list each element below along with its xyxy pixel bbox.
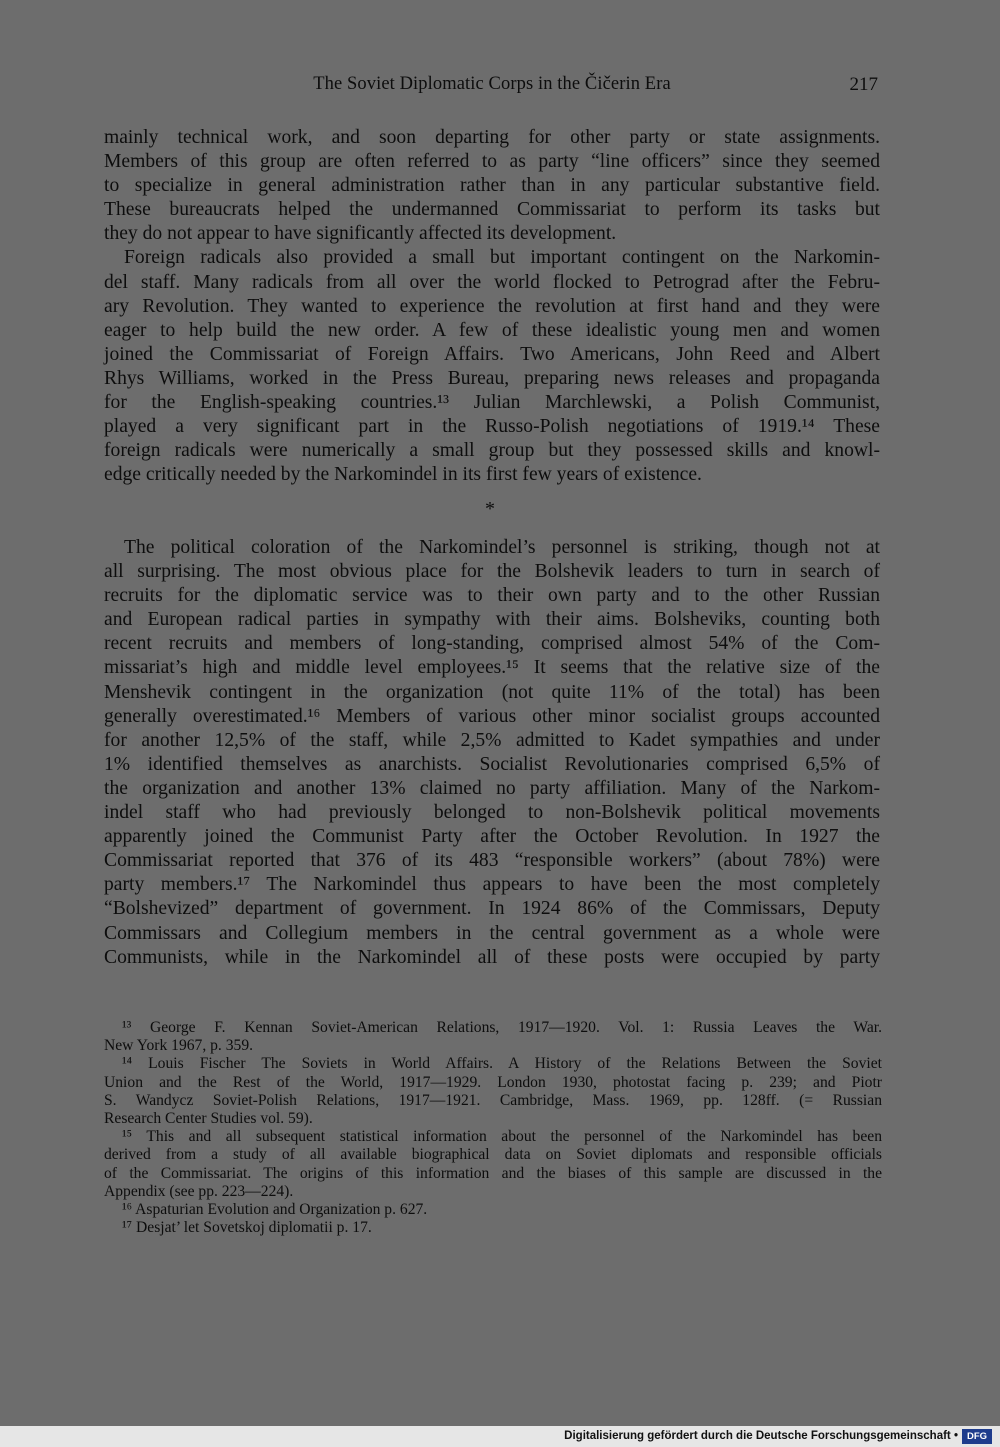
section-separator: *: [485, 498, 495, 520]
text-line: recent recruits and members of long-standing, comprised almost 54% of the Com-: [104, 633, 880, 655]
text-line: ary Revolution. They wanted to experience the revolution at first hand and they were: [104, 295, 880, 317]
text-line: eager to help build the new order. A few of these idealistic young men and women: [104, 319, 880, 341]
footnote-line: Appendix (see pp. 223—224).: [104, 1182, 294, 1200]
text-line: and European radical parties in sympathy with their aims. Bolsheviks, counting both: [104, 609, 880, 631]
text-line: they do not appear to have significantly affected its development.: [104, 223, 617, 245]
text-line: for another 12,5% of the staff, while 2,5% admitted to Kadet sympathies and under: [104, 729, 880, 751]
footnote-line: Research Center Studies vol. 59).: [104, 1109, 313, 1127]
funding-note: Digitalisierung gefördert durch die Deutsche Forschungsgemeinschaft •: [564, 1430, 958, 1442]
text-line: edge critically needed by the Narkomindel in its first few years of existence.: [104, 464, 702, 486]
footnote-line: S. Wandycz Soviet-Polish Relations, 1917—1921. Cambridge, Mass. 1969, pp. 128ff. (= Russian: [104, 1091, 882, 1109]
footnote-line: Union and the Rest of the World, 1917—1929. London 1930, photostat facing p. 239; and Piotr: [104, 1073, 882, 1091]
text-line: These bureaucrats helped the undermanned Commissariat to perform its tasks but: [104, 199, 880, 221]
text-line: joined the Commissariat of Foreign Affairs. Two Americans, John Reed and Albert: [104, 343, 880, 365]
text-line: Commissariat reported that 376 of its 483 “responsible workers” (about 78%) were: [104, 850, 880, 872]
footnote-line: ¹⁶ Aspaturian Evolution and Organization p. 627.: [122, 1200, 428, 1218]
running-title: The Soviet Diplomatic Corps in the Čičerin Era: [313, 74, 671, 94]
text-line: apparently joined the Communist Party after the October Revolution. In 1927 the: [104, 826, 880, 848]
text-line: indel staff who had previously belonged to non-Bolshevik political movements: [104, 802, 880, 824]
text-line: generally overestimated.¹⁶ Members of various other minor socialist groups accounted: [104, 705, 880, 727]
text-line: mainly technical work, and soon departing for other party or state assignments.: [104, 127, 880, 148]
text-line: missariat’s high and middle level employees.¹⁵ It seems that the relative size of the: [104, 657, 880, 679]
body-text-block-2: [104, 536, 880, 970]
page-number: 217: [849, 74, 878, 95]
body-text-block-1: [104, 126, 880, 487]
footnote-line: derived from a study of all available biographical data on Soviet diplomats and responsible officials: [104, 1146, 882, 1164]
text-line: recruits for the diplomatic service was to their own party and to the other Russian: [104, 585, 880, 607]
text-line: 1% identified themselves as anarchists. Socialist Revolutionaries comprised 6,5% of: [104, 753, 880, 775]
footnote-line: ¹⁷ Desjat’ let Sovetskoj diplomatii p. 17.: [122, 1219, 372, 1237]
footnotes: [104, 1019, 882, 1237]
footnote-line: ¹³ George F. Kennan Soviet-American Relations, 1917—1920. Vol. 1: Russia Leaves the War.: [122, 1019, 882, 1036]
text-line: Menshevik contingent in the organization (not quite 11% of the total) has been: [104, 681, 880, 703]
text-line: played a very significant part in the Russo-Polish negotiations of 1919.¹⁴ These: [104, 416, 880, 438]
text-line: party members.¹⁷ The Narkomindel thus appears to have been the most completely: [104, 874, 880, 896]
footnote-line: ¹⁵ This and all subsequent statistical information about the personnel of the Narkomindel has been: [122, 1128, 882, 1146]
text-line: to specialize in general administration rather than in any particular substantive field.: [104, 175, 880, 197]
text-line: Rhys Williams, worked in the Press Bureau, preparing news releases and propaganda: [104, 367, 880, 389]
text-line: “Bolshevized” department of government. In 1924 86% of the Commissars, Deputy: [104, 898, 880, 920]
text-line: foreign radicals were numerically a small group but they possessed skills and knowl-: [104, 440, 880, 462]
dfg-logo: DFG: [962, 1429, 992, 1444]
text-line: Communists, while in the Narkomindel all of these posts were occupied by party: [104, 946, 880, 968]
text-line: all surprising. The most obvious place for the Bolshevik leaders to turn in search of: [104, 561, 880, 583]
funding-footer: [0, 1426, 1000, 1447]
text-line: del staff. Many radicals from all over the world flocked to Petrograd after the Febru-: [104, 271, 880, 293]
running-header: [104, 74, 880, 102]
text-line: the organization and another 13% claimed no party affiliation. Many of the Narkom-: [104, 777, 880, 799]
text-line: for the English-speaking countries.¹³ Julian Marchlewski, a Polish Communist,: [104, 392, 880, 414]
text-line: Foreign radicals also provided a small but important contingent on the Narkomin-: [124, 247, 880, 269]
footnote-line: New York 1967, p. 359.: [104, 1037, 254, 1055]
footnote-line: of the Commissariat. The origins of this information and the biases of this sample are discussed in the: [104, 1164, 882, 1182]
footnote-line: ¹⁴ Louis Fischer The Soviets in World Affairs. A History of the Relations Between the Soviet: [122, 1055, 882, 1073]
text-line: The political coloration of the Narkomindel’s personnel is striking, though not at: [124, 537, 880, 558]
text-line: Commissars and Collegium members in the central government as a whole were: [104, 922, 880, 944]
text-line: Members of this group are often referred to as party “line officers” since they seemed: [104, 151, 880, 173]
